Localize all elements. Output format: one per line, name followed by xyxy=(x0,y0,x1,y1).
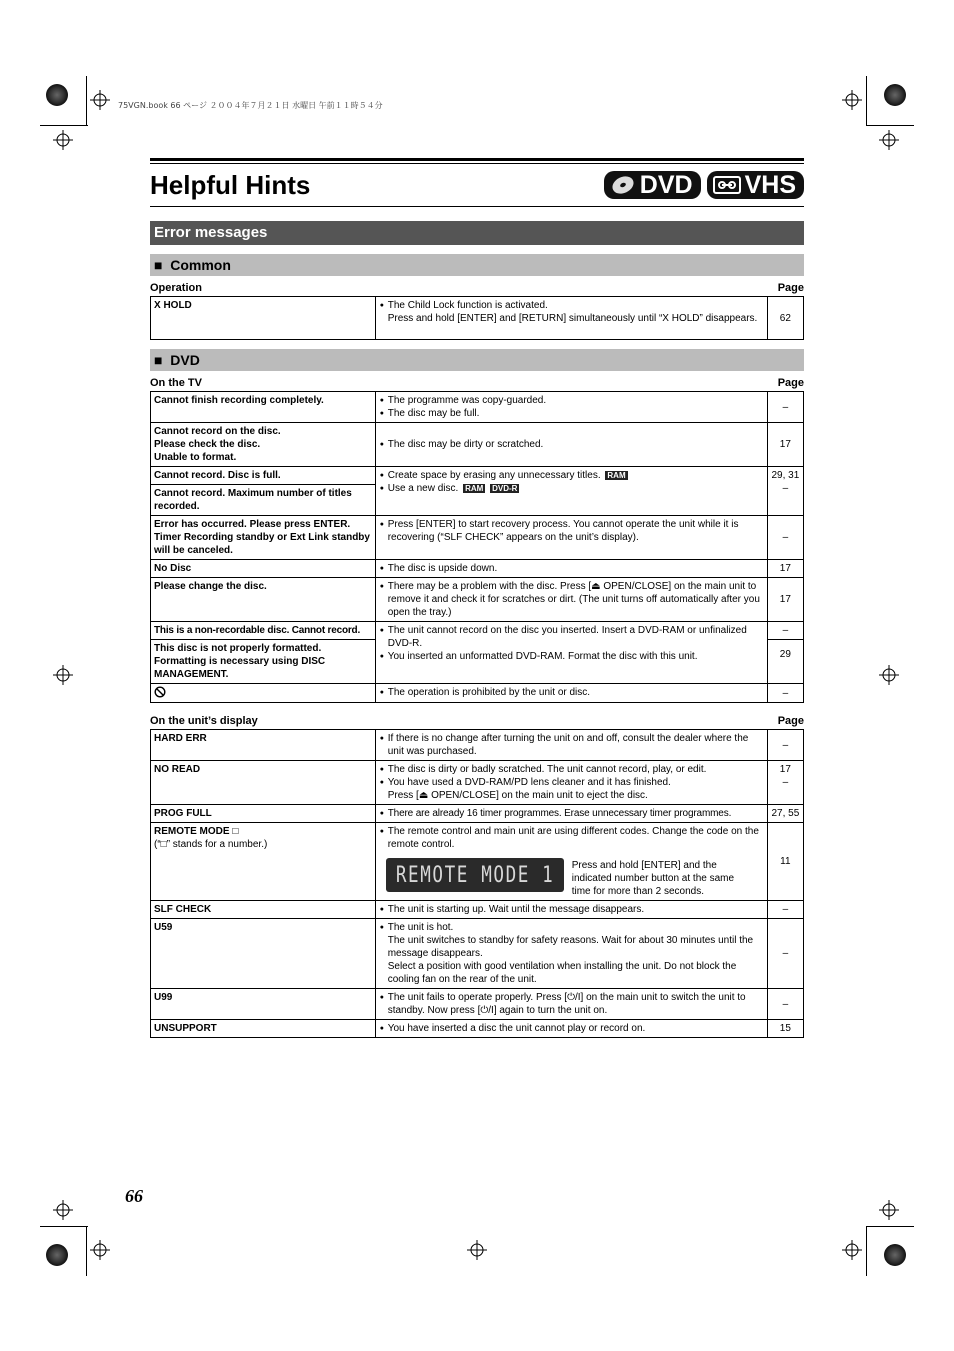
crosshair-target-icon xyxy=(53,1200,73,1220)
page-value: – xyxy=(782,777,789,788)
message-line: Unable to format. xyxy=(154,452,237,463)
lcd-text: REMOTE MODE 1 xyxy=(395,862,554,888)
cassette-icon xyxy=(713,175,741,195)
description-cell xyxy=(375,823,767,901)
page-cell: 11 xyxy=(767,823,803,901)
unit-messages-table xyxy=(150,729,804,1038)
crop-mark xyxy=(40,1226,88,1227)
common-table-header xyxy=(150,282,804,296)
message-cell: Please change the disc. xyxy=(151,578,376,622)
table-row xyxy=(151,823,804,901)
description-cell xyxy=(375,560,767,578)
page-cell: – xyxy=(767,989,803,1020)
description-cell xyxy=(375,467,767,516)
page-label: Page xyxy=(777,715,804,727)
section-heading: Error messages xyxy=(150,221,804,245)
title-rule xyxy=(150,158,804,161)
title-row xyxy=(150,164,804,206)
message-cell: This is a non-recordable disc. Cannot record. xyxy=(151,622,376,640)
page-cell: 27, 55 xyxy=(767,805,803,823)
bullet-text: ● Press [ENTER] to start recovery process. You cannot operate the unit while it is recovering (“SLF CHECK” appears on the unit’s display). xyxy=(380,518,764,544)
table-row xyxy=(151,730,804,761)
unit-display-label: On the unit’s display xyxy=(150,715,258,727)
message-cell: PROG FULL xyxy=(151,805,376,823)
crop-mark xyxy=(86,76,87,126)
crosshair-target-icon xyxy=(90,1240,110,1260)
page-label: Page xyxy=(777,282,804,294)
bullet-text xyxy=(380,482,764,495)
page-cell xyxy=(767,467,803,516)
disc-icon xyxy=(610,174,636,196)
description-cell xyxy=(375,919,767,989)
bullet-text xyxy=(380,469,764,482)
remote-instruction: Press and hold [ENTER] and the indicated number button at the same time for more than 2 seconds. xyxy=(571,860,735,897)
description-cell xyxy=(375,423,767,467)
title-rule-bottom xyxy=(150,206,804,207)
page-cell: – xyxy=(767,392,803,423)
table-row xyxy=(151,578,804,622)
subsection-common-label: Common xyxy=(170,257,231,273)
crosshair-target-icon xyxy=(879,1200,899,1220)
message-cell: This disc is not properly formatted. Formatting is necessary using DISC MANAGEMENT. xyxy=(151,640,376,684)
description-cell xyxy=(375,684,767,703)
message-cell: U99 xyxy=(151,989,376,1020)
page-cell: – xyxy=(767,901,803,919)
table-row xyxy=(151,684,804,703)
ram-tag: RAM xyxy=(465,484,484,493)
table-row xyxy=(151,761,804,805)
crosshair-target-icon xyxy=(467,1240,487,1260)
dvd-badge xyxy=(604,171,701,199)
bullet-text: ● If there is no change after turning the unit on and off, consult the dealer where the unit was purchased. xyxy=(380,732,764,758)
table-row xyxy=(151,297,804,340)
page-cell xyxy=(767,761,803,805)
message-cell: Cannot finish recording completely. xyxy=(151,392,376,423)
description-cell xyxy=(375,901,767,919)
continuation-text: Press and hold [ENTER] and [RETURN] simultaneously until “X HOLD” disappears. xyxy=(387,313,758,324)
message-cell: HARD ERR xyxy=(151,730,376,761)
message-cell: No Disc xyxy=(151,560,376,578)
continuation-text: Press [⏏ OPEN/CLOSE] on the main unit to eject the disc. xyxy=(387,790,648,801)
description-cell xyxy=(375,516,767,560)
table-row xyxy=(151,423,804,467)
crosshair-target-icon xyxy=(53,130,73,150)
message-cell: Error has occurred. Please press ENTER. Timer Recording standby or Ext Link standby will be canceled. xyxy=(151,516,376,560)
message-cell: Cannot record. Disc is full. xyxy=(151,467,376,485)
bullet-text: ● The disc may be full. xyxy=(380,407,764,420)
page-value: – xyxy=(782,483,789,494)
description-cell xyxy=(375,761,767,805)
message-cell xyxy=(151,423,376,467)
registration-dot-bottom-right xyxy=(884,1244,906,1266)
message-note: (“□” stands for a number.) xyxy=(154,839,268,850)
page-cell: – xyxy=(767,919,803,989)
description-cell xyxy=(375,1020,767,1038)
unit-table-header xyxy=(150,715,804,729)
remote-mode-illustration xyxy=(380,856,764,898)
message-cell: NO READ xyxy=(151,761,376,805)
description-cell xyxy=(375,730,767,761)
lcd-display xyxy=(386,858,564,892)
page-cell: 62 xyxy=(767,297,803,340)
description-cell xyxy=(375,989,767,1020)
bullet-text: ● You have used a DVD-RAM/PD lens cleaner and it has finished. xyxy=(380,776,764,789)
page-content xyxy=(150,158,804,1038)
vhs-badge xyxy=(707,171,804,199)
page-cell: 17 xyxy=(767,423,803,467)
common-table xyxy=(150,296,804,340)
bullet-content: Use a new disc. xyxy=(387,483,459,494)
bullet-text: ● There are already 16 timer programmes. Erase unnecessary timer programmes. xyxy=(380,807,764,820)
description-cell xyxy=(375,805,767,823)
crop-mark xyxy=(86,1226,87,1276)
table-row xyxy=(151,622,804,640)
table-row xyxy=(151,805,804,823)
tv-table-header xyxy=(150,377,804,391)
message-cell: Cannot record. Maximum number of titles recorded. xyxy=(151,485,376,516)
print-header-info: 75VGN.book 66 ページ ２００４年７月２１日 水曜日 午前１１時５４分 xyxy=(118,101,383,110)
vhs-badge-label: VHS xyxy=(744,170,796,199)
bullet-content: Create space by erasing any unnecessary titles. xyxy=(387,470,601,481)
crop-mark xyxy=(866,1226,867,1276)
registration-dot-bottom-left xyxy=(46,1244,68,1266)
registration-dot-top-right xyxy=(884,84,906,106)
dvd-r-tag: DVD-R xyxy=(492,484,518,493)
description-cell xyxy=(375,578,767,622)
table-row xyxy=(151,560,804,578)
table-row xyxy=(151,392,804,423)
crop-mark xyxy=(40,125,88,126)
subsection-dvd-label: DVD xyxy=(170,352,200,368)
bullet-text: ● The disc may be dirty or scratched. xyxy=(380,438,764,451)
registration-dot-top-left xyxy=(46,84,68,106)
bullet-text: ● The unit is starting up. Wait until the message disappears. xyxy=(380,903,764,916)
bullet-text: ● The disc is dirty or badly scratched. The unit cannot record, play, or edit. xyxy=(380,763,764,776)
bullet-text: ● The operation is prohibited by the unit or disc. xyxy=(380,686,764,699)
page-value: 29, 31 xyxy=(771,470,800,481)
bullet-text: ● The Child Lock function is activated. xyxy=(380,299,764,312)
message-cell: UNSUPPORT xyxy=(151,1020,376,1038)
ram-tag: RAM xyxy=(607,471,626,480)
page-cell: – xyxy=(767,516,803,560)
table-row xyxy=(151,516,804,560)
description-cell xyxy=(375,622,767,684)
crosshair-target-icon xyxy=(53,665,73,685)
subsection-dvd: ■ DVD xyxy=(150,349,804,371)
table-row xyxy=(151,467,804,485)
page-cell: 17 xyxy=(767,560,803,578)
message-cell: X HOLD xyxy=(151,297,376,340)
continuation-text: The unit switches to standby for safety reasons. Wait for about 30 minutes until the message disappears. xyxy=(387,935,754,959)
page-number: 66 xyxy=(125,1186,143,1206)
bullet-text: ● You inserted an unformatted DVD-RAM. Format the disc with this unit. xyxy=(380,650,764,663)
bullet-text: ● The remote control and main unit are using different codes. Change the code on the remote control. xyxy=(380,825,764,851)
subsection-common: ■ Common xyxy=(150,254,804,276)
message-line: Cannot record on the disc. xyxy=(154,426,281,437)
bullet-text: ● There may be a problem with the disc. Press [⏏ OPEN/CLOSE] on the main unit to remove it and check it for scratches or dirt. (The unit turns off automatically after you open the tray.) xyxy=(380,580,764,619)
message-line: Please check the disc. xyxy=(154,439,261,450)
message-line: REMOTE MODE □ xyxy=(154,826,239,837)
crop-mark xyxy=(866,76,867,126)
crop-mark xyxy=(866,125,914,126)
bullet-text: ● The unit fails to operate properly. Press [⏻/I] on the main unit to switch the unit to standby. Now press [⏻/I] again to turn the unit on. xyxy=(380,991,764,1017)
description-cell xyxy=(375,297,767,340)
bullet-text: ● You have inserted a disc the unit cannot play or record on. xyxy=(380,1022,764,1035)
dvd-badge-label: DVD xyxy=(639,170,693,199)
format-badges xyxy=(604,171,804,199)
continuation-text: Select a position with good ventilation when installing the unit. Do not block the cooling fan on the rear of the unit. xyxy=(387,961,737,985)
table-row xyxy=(151,901,804,919)
message-cell: U59 xyxy=(151,919,376,989)
operation-label: Operation xyxy=(150,282,202,294)
page-value: 17 xyxy=(779,764,791,775)
page-cell: – xyxy=(767,622,803,640)
crosshair-target-icon xyxy=(879,130,899,150)
crosshair-target-icon xyxy=(842,90,862,110)
on-tv-label: On the TV xyxy=(150,377,202,389)
page-title: Helpful Hints xyxy=(150,169,311,200)
page-cell: – xyxy=(767,730,803,761)
page-cell: 17 xyxy=(767,578,803,622)
table-row xyxy=(151,989,804,1020)
bullet-text: ● The unit is hot. xyxy=(380,921,764,934)
crop-mark xyxy=(866,1226,914,1227)
crosshair-target-icon xyxy=(842,1240,862,1260)
crosshair-target-icon xyxy=(90,90,110,110)
bullet-text: ● The unit cannot record on the disc you inserted. Insert a DVD-RAM or unfinalized DVD-R. xyxy=(380,624,764,650)
message-cell xyxy=(151,684,376,703)
page-cell: 29 xyxy=(767,640,803,684)
tv-messages-table xyxy=(150,391,804,703)
bullet-text: ● The disc is upside down. xyxy=(380,562,764,575)
message-cell: SLF CHECK xyxy=(151,901,376,919)
table-row xyxy=(151,919,804,989)
bullet-text: ● The programme was copy-guarded. xyxy=(380,394,764,407)
page-cell: – xyxy=(767,684,803,703)
table-row xyxy=(151,1020,804,1038)
page-label: Page xyxy=(777,377,804,389)
crosshair-target-icon xyxy=(879,665,899,685)
page-cell: 15 xyxy=(767,1020,803,1038)
message-cell xyxy=(151,823,376,901)
description-cell xyxy=(375,392,767,423)
prohibited-icon xyxy=(154,686,166,698)
